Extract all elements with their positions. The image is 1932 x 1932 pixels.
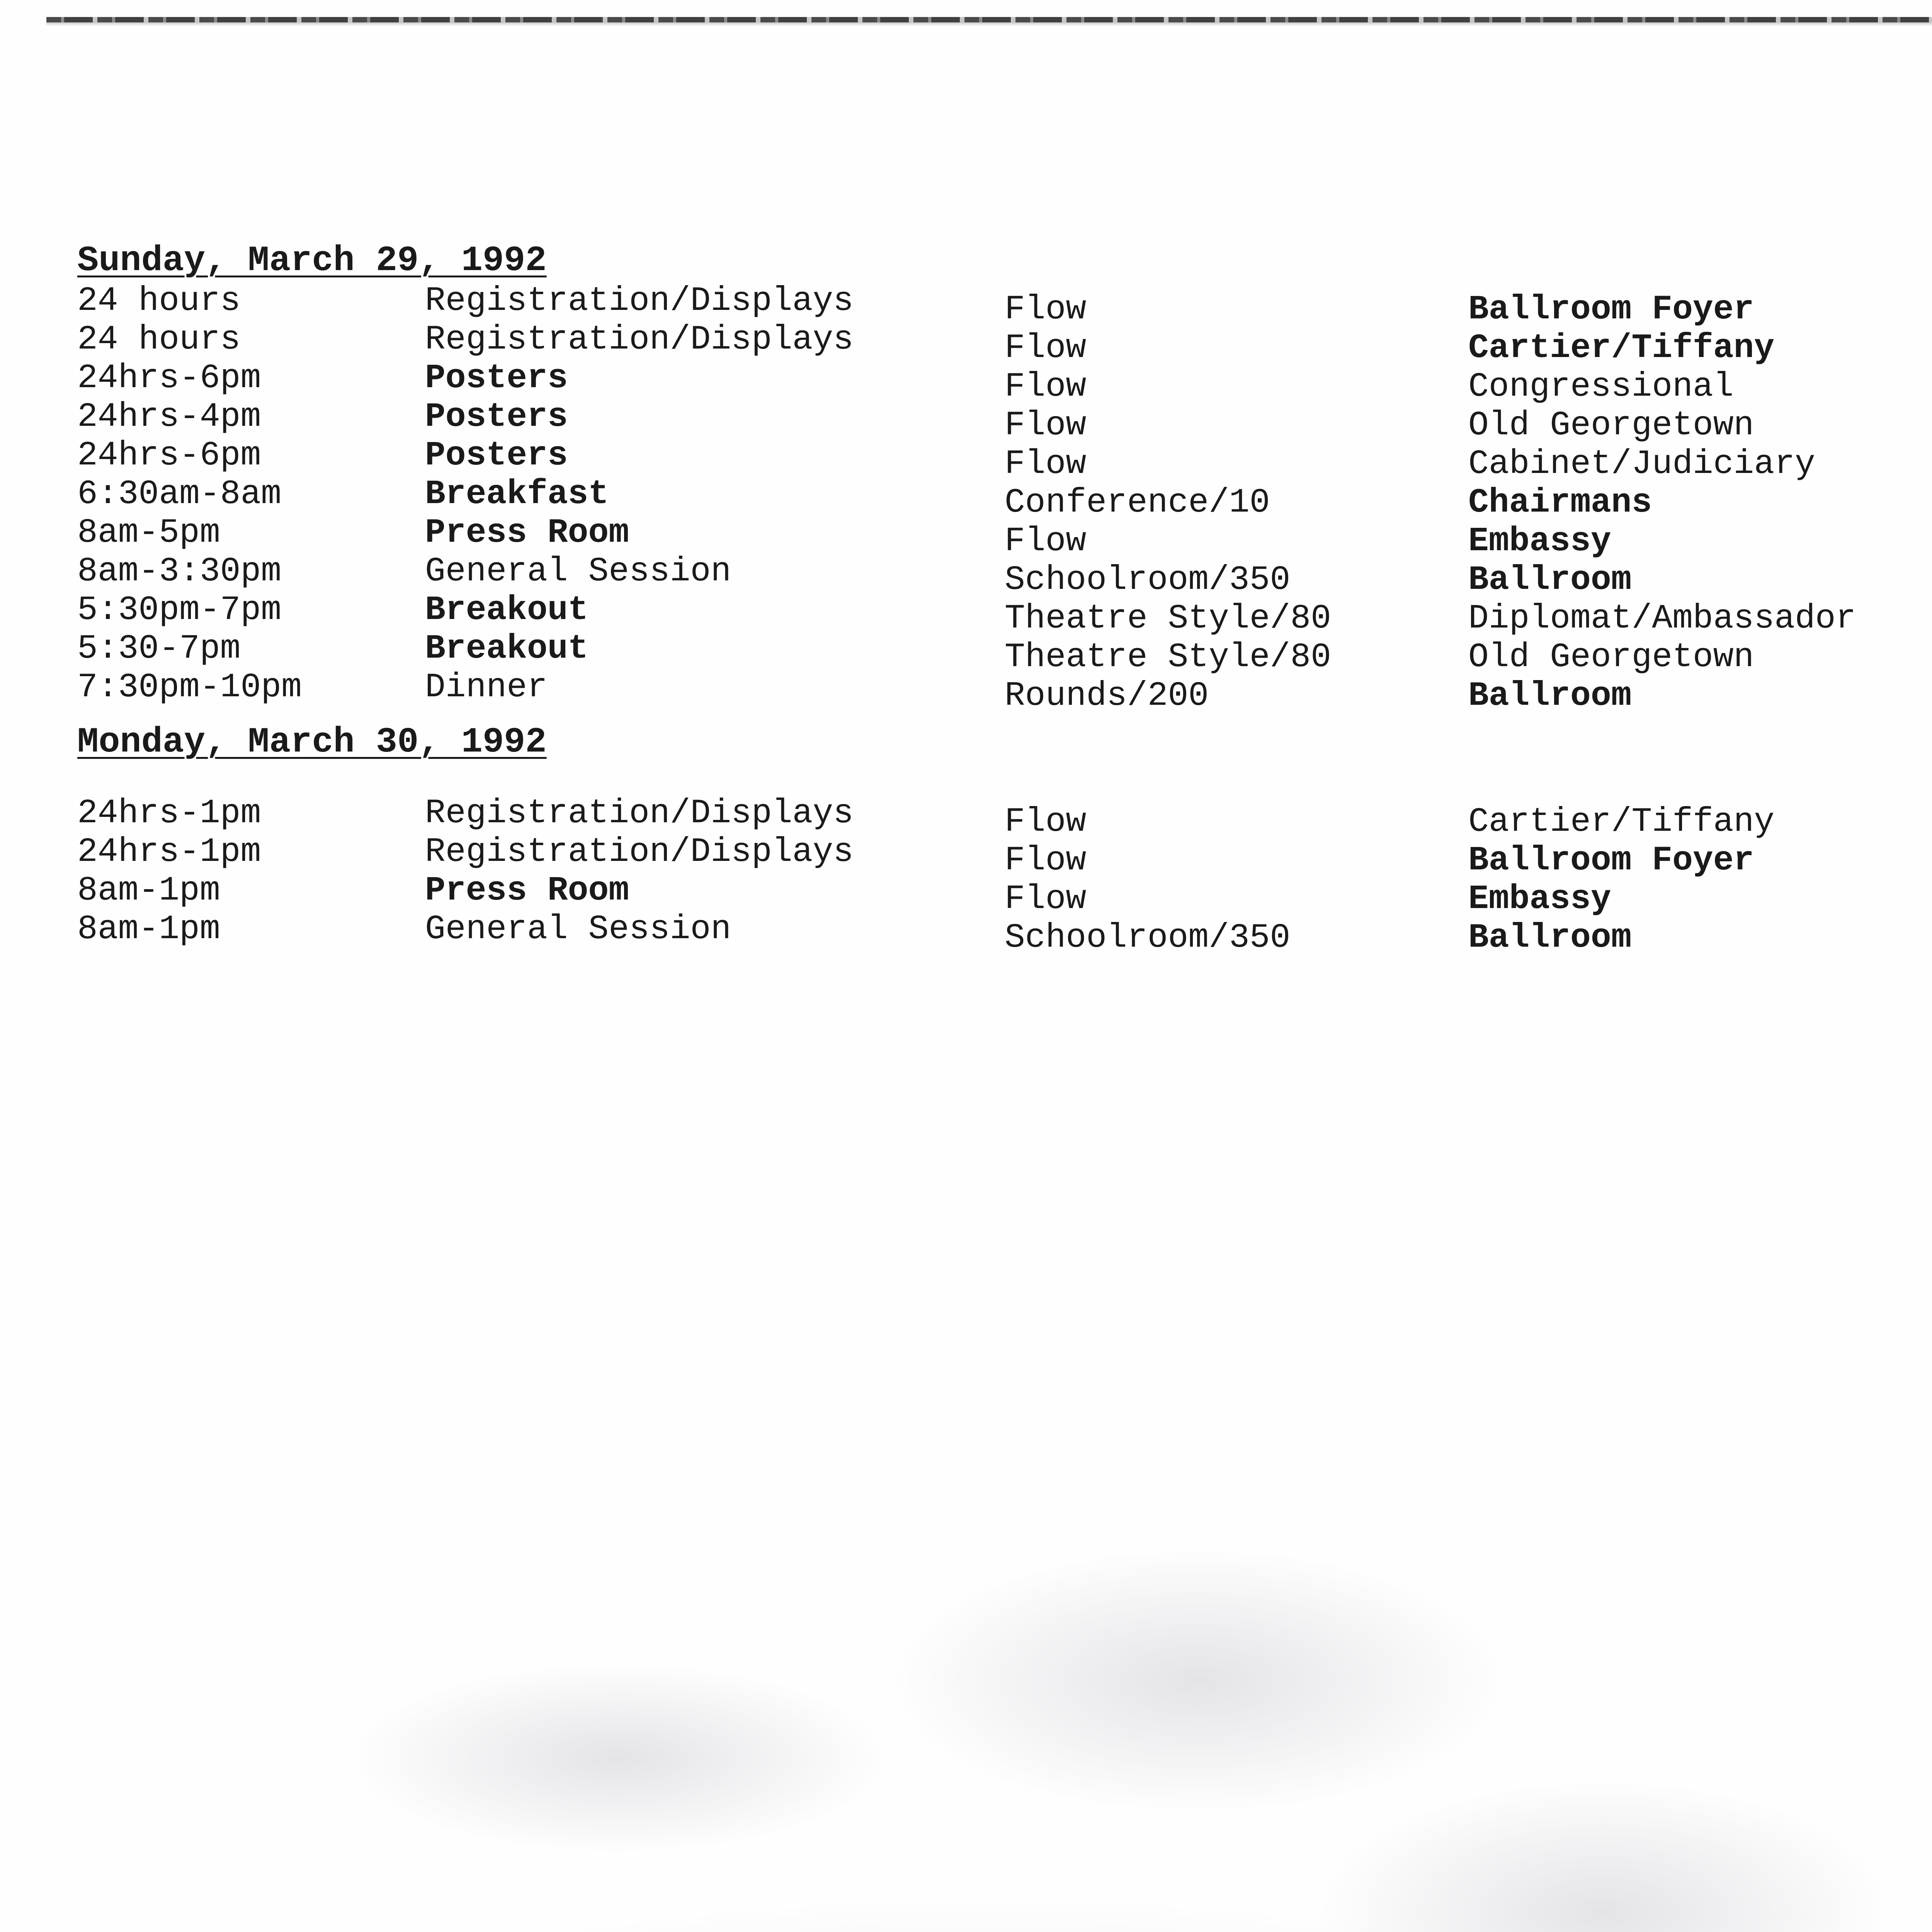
setup-cell: Flow	[1005, 406, 1087, 445]
setup-cell: Theatre Style/80	[1005, 638, 1331, 677]
event-cell: Press Room	[425, 514, 629, 552]
room-cell: Embassy	[1468, 880, 1611, 918]
time-cell: 5:30pm-7pm	[77, 591, 282, 629]
setup-cell: Flow	[1005, 880, 1087, 918]
room-cell: Ballroom Foyer	[1468, 291, 1754, 329]
time-cell: 24hrs-1pm	[77, 794, 261, 833]
schedule-row	[77, 282, 1893, 329]
time-cell: 24 hours	[77, 282, 241, 320]
setup-cell: Flow	[1005, 842, 1087, 880]
room-cell: Embassy	[1468, 522, 1611, 561]
time-cell: 24 hours	[77, 321, 241, 359]
setup-cell: Schoolroom/350	[1005, 561, 1291, 599]
monday-schedule	[77, 794, 1893, 957]
room-cell: Cartier/Tiffany	[1468, 329, 1775, 367]
room-cell: Old Georgetown	[1468, 406, 1754, 445]
event-cell: Registration/Displays	[425, 321, 854, 359]
event-cell: Posters	[425, 359, 568, 398]
setup-cell: Flow	[1005, 329, 1087, 367]
setup-cell: Schoolroom/350	[1005, 919, 1291, 957]
time-cell: 24hrs-4pm	[77, 398, 261, 436]
setup-cell: Flow	[1005, 803, 1087, 841]
setup-cell: Flow	[1005, 445, 1087, 483]
sunday-schedule	[77, 282, 1893, 715]
event-cell: General Session	[425, 553, 731, 591]
event-cell: General Session	[425, 910, 731, 949]
paper-crease	[348, 1662, 889, 1855]
time-cell: 6:30am-8am	[77, 475, 282, 514]
time-cell: 24hrs-6pm	[77, 359, 261, 398]
paper-crease	[1314, 1777, 1893, 1932]
paper-crease	[889, 1546, 1507, 1816]
event-cell: Breakout	[425, 630, 588, 668]
event-cell: Registration/Displays	[425, 282, 854, 320]
room-cell: Congressional	[1468, 368, 1734, 406]
room-cell: Cabinet/Judiciary	[1468, 445, 1815, 483]
time-cell: 8am-3:30pm	[77, 553, 282, 591]
schedule-row	[77, 794, 1893, 841]
time-cell: 24hrs-6pm	[77, 437, 261, 475]
event-cell: Registration/Displays	[425, 833, 854, 871]
setup-cell: Flow	[1005, 522, 1087, 561]
event-cell: Posters	[425, 398, 568, 436]
setup-cell: Conference/10	[1005, 484, 1270, 522]
setup-cell: Flow	[1005, 291, 1087, 329]
event-cell: Posters	[425, 437, 568, 475]
time-cell: 7:30pm-10pm	[77, 668, 302, 707]
time-cell: 8am-1pm	[77, 910, 220, 949]
room-cell: Cartier/Tiffany	[1468, 803, 1775, 841]
time-cell: 24hrs-1pm	[77, 833, 261, 871]
room-cell: Old Georgetown	[1468, 638, 1754, 677]
setup-cell: Rounds/200	[1005, 677, 1209, 715]
event-cell: Breakfast	[425, 475, 609, 514]
time-cell: 8am-5pm	[77, 514, 220, 552]
room-cell: Ballroom	[1468, 561, 1632, 599]
event-cell: Registration/Displays	[425, 794, 854, 833]
room-cell: Ballroom Foyer	[1468, 842, 1754, 880]
event-cell: Dinner	[425, 668, 548, 707]
room-cell: Ballroom	[1468, 677, 1632, 715]
schedule-document	[77, 240, 1893, 957]
time-cell: 5:30-7pm	[77, 630, 241, 668]
photocopy-top-edge	[46, 17, 1932, 22]
event-cell: Breakout	[425, 591, 588, 629]
setup-cell: Flow	[1005, 368, 1087, 406]
time-cell: 8am-1pm	[77, 872, 220, 910]
day-heading: Monday, March 30, 1992	[77, 722, 547, 762]
photocopy-top-shadow	[46, 22, 1932, 26]
room-cell: Ballroom	[1468, 919, 1632, 957]
room-cell: Diplomat/Ambassador	[1468, 600, 1856, 638]
room-cell: Chairmans	[1468, 484, 1652, 522]
setup-cell: Theatre Style/80	[1005, 600, 1331, 638]
day-heading: Sunday, March 29, 1992	[77, 240, 547, 281]
event-cell: Press Room	[425, 872, 629, 910]
